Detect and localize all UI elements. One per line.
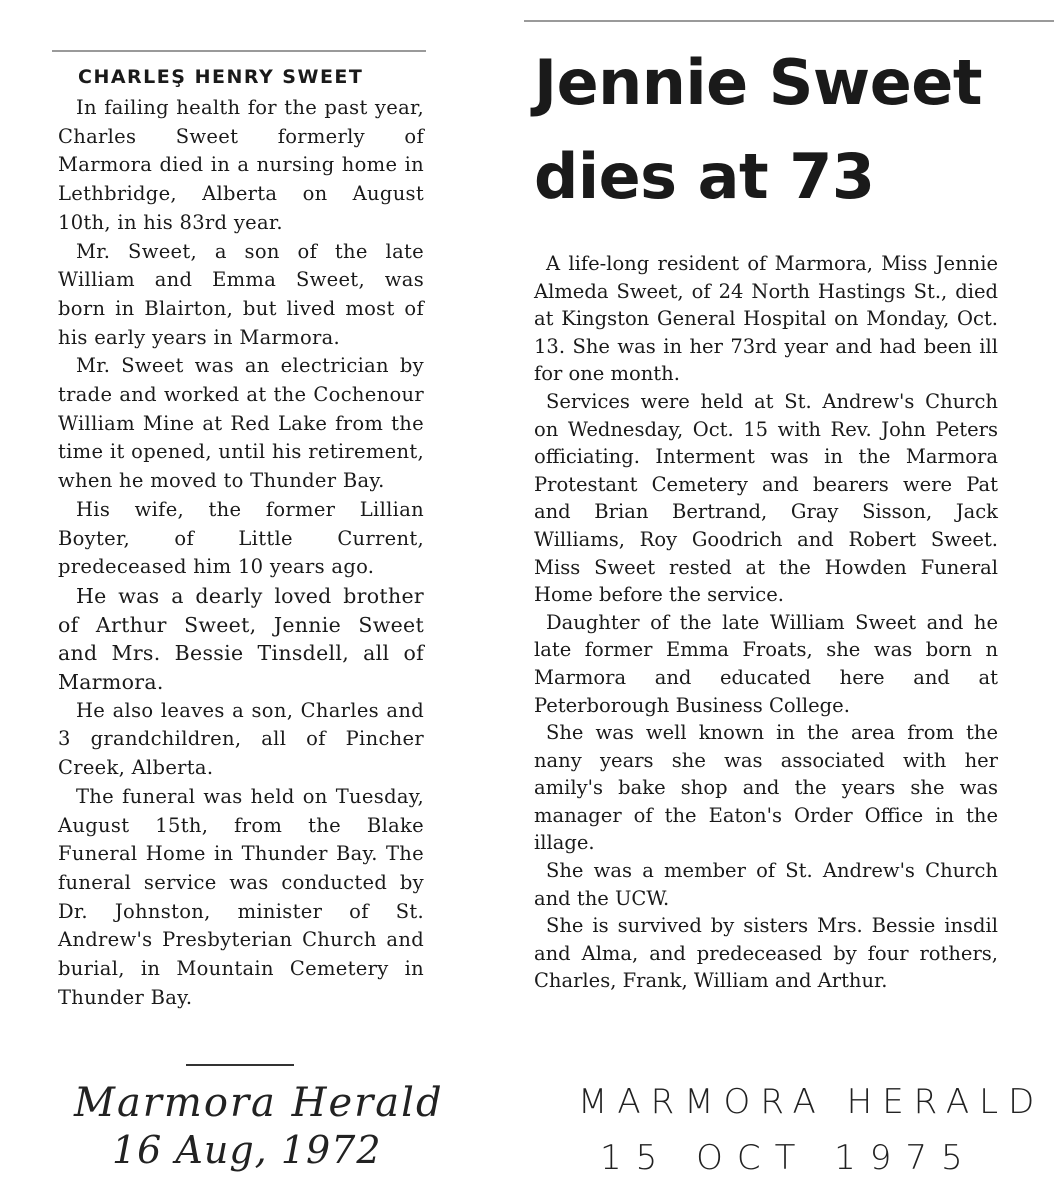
right-paragraph: Services were held at St. Andrew's Church on Wednesday, Oct. 15 with Rev. John Peters officiating. Interment was in the Marmora Protestant Cemetery and bearers were Pat and Brian Bertrand, Gray Sisson, Jack Williams, Roy Goodrich and Robert Sweet. Miss Sweet rested at the Howden Funeral Home before the service. bbox=[534, 389, 998, 607]
right-obituary-column bbox=[534, 36, 998, 995]
left-paragraph: His wife, the former Lillian Boyter, of Little Current, predeceased him 10 years ago. bbox=[58, 497, 424, 579]
handwritten-source: Marmora Herald bbox=[74, 1080, 444, 1126]
left-paragraph: He was a dearly loved brother of Arthur Sweet, Jennie Sweet and Mrs. Bessie Tinsdell, all of Marmora. bbox=[58, 583, 424, 695]
handwritten-date: 16 Aug, 1972 bbox=[112, 1128, 382, 1172]
end-rule bbox=[186, 1064, 294, 1066]
headline-line: dies at 73 bbox=[534, 140, 875, 213]
right-paragraph: A life-long resident of Marmora, Miss Jennie Almeda Sweet, of 24 North Hastings St., died at Kingston General Hospital on Monday, Oct. 13. She was in her 73rd year and had been ill for one month. bbox=[534, 252, 998, 386]
right-top-rule bbox=[524, 20, 1054, 22]
left-paragraph: He also leaves a son, Charles and 3 grandchildren, all of Pincher Creek, Alberta. bbox=[58, 698, 424, 780]
left-obituary-column bbox=[58, 66, 424, 1013]
left-paragraph: Mr. Sweet was an electrician by trade and worked at the Cochenour William Mine at Red Lake from the time it opened, until his retirement, when he moved to Thunder Bay. bbox=[58, 354, 424, 493]
left-paragraph: The funeral was held on Tuesday, August 15th, from the Blake Funeral Home in Thunder Bay. The funeral service was conducted by Dr. Johnston, minister of St. Andrew's Presbyterian Church and burial, in Mountain Cemetery in Thunder Bay. bbox=[58, 784, 424, 1009]
right-paragraph: She was a member of St. Andrew's Church and the UCW. bbox=[534, 859, 998, 910]
right-paragraph: She was well known in the area from the nany years she was associated with her amily's bake shop and the years she was manager of the Eaton's Order Office in the illage. bbox=[534, 721, 998, 855]
obituary-heading: CHARLEŞ HENRY SWEET bbox=[78, 66, 364, 88]
left-paragraph: Mr. Sweet, a son of the late William and Emma Sweet, was born in Blairton, but lived most of his early years in Marmora. bbox=[58, 239, 424, 349]
left-top-rule bbox=[52, 50, 426, 52]
handwritten-source: MARMORA HERALD bbox=[578, 1082, 1045, 1122]
headline-line: Jennie Sweet bbox=[534, 46, 982, 119]
left-paragraph: In failing health for the past year, Charles Sweet formerly of Marmora died in a nursing home in Lethbridge, Alberta on August 10th, in his 83rd year. bbox=[58, 96, 424, 234]
right-paragraph: She is survived by sisters Mrs. Bessie insdil and Alma, and predeceased by four rothers, Charles, Frank, William and Arthur. bbox=[534, 914, 998, 993]
handwritten-date: 15 OCT 1975 bbox=[600, 1138, 977, 1178]
headline bbox=[534, 36, 998, 224]
right-paragraph: Daughter of the late William Sweet and he late former Emma Froats, she was born n Marmora and educated here and at Peterborough Business College. bbox=[534, 610, 998, 717]
